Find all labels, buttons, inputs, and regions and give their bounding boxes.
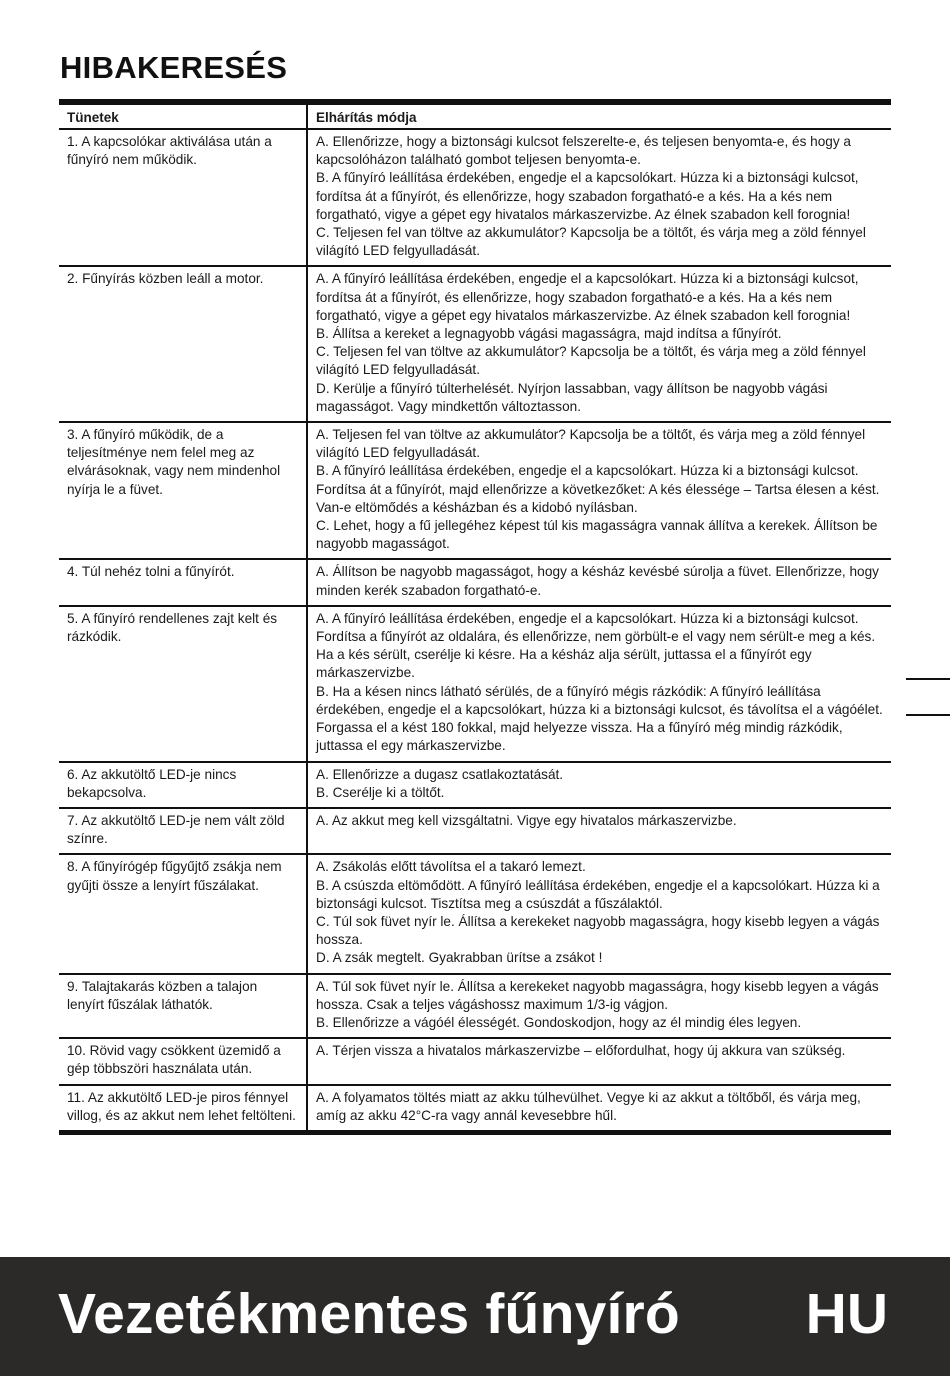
page-heading: HIBAKERESÉS: [60, 50, 288, 85]
solution-cell: [307, 559, 891, 605]
solution-step: C. Teljesen fel van töltve az akkumulátor? Kapcsolja be a töltőt, és várja meg a zöld fénnyel világító LED felgyulladását.: [316, 225, 866, 259]
table-row: [59, 266, 891, 422]
symptom-cell: 4. Túl nehéz tolni a fűnyírót.: [59, 559, 307, 605]
solutions-header: Elhárítás módja: [307, 102, 891, 129]
table-row: [59, 762, 891, 808]
table-body: [59, 129, 891, 1132]
symptom-cell: 8. A fűnyírógép fűgyűjtő zsákja nem gyűjti össze a lenyírt fűszálakat.: [59, 854, 307, 973]
solution-step: B. Cserélje ki a töltőt.: [316, 784, 445, 800]
symptom-cell: 7. Az akkutöltő LED-je nem vált zöld színre.: [59, 808, 307, 854]
table-row: [59, 1038, 891, 1084]
solution-step: A. Teljesen fel van töltve az akkumulátor? Kapcsolja be a töltőt, és várja meg a zöld fénnyel világító LED felgyulladását.: [316, 427, 866, 461]
troubleshooting-table-container: [59, 99, 891, 1135]
solution-cell: [307, 129, 891, 266]
table-row: [59, 808, 891, 854]
solution-step: A. A folyamatos töltés miatt az akku túlhevülhet. Vegye ki az akkut a töltőből, és várja meg, amíg az akku 42°C-ra vagy annál kevesebbre hűl.: [316, 1089, 861, 1123]
solution-step: A. Zsákolás előtt távolítsa el a takaró lemezt.: [316, 859, 586, 875]
solution-step: B. Állítsa a kereket a legnagyobb vágási magasságra, majd indítsa a fűnyírót.: [316, 326, 782, 342]
table-row: [59, 606, 891, 762]
solution-step: A. A fűnyíró leállítása érdekében, engedje el a kapcsolókart. Húzza ki a biztonsági kulcsot. Fordítsa a fűnyírót az oldalára, és ellenőrizze, nem görbült-e el vagy nem sérült-e meg a kés. Ha a kés sérült, cserélje ki késre. Ha a késház alja sérült, juttassa el a fűnyírót egy márkaszervizbe.: [316, 610, 876, 681]
solution-step: A. Túl sok füvet nyír le. Állítsa a kerekeket nagyobb magasságra, hogy kisebb legyen a vágás hossza. Csak a teljes vágáshossz maximum 1/3-ig vágjon.: [316, 978, 879, 1012]
table-row: [59, 559, 891, 605]
solution-cell: [307, 606, 891, 762]
solution-cell: [307, 1085, 891, 1133]
solution-step: B. A fűnyíró leállítása érdekében, engedje el a kapcsolókart. Húzza ki a biztonsági kulcsot. Fordítsa át a fűnyírót, majd ellenőrizze a következőket: A kés élessége – Tartsa élesen a kést. Van-e eltömődés a késházban és a kidobó nyílásban.: [316, 463, 880, 515]
solution-cell: [307, 808, 891, 854]
footer-title: Vezetékmentes fűnyíró: [58, 1282, 680, 1346]
solution-step: A. Állítson be nagyobb magasságot, hogy a késház kevésbé súrolja a füvet. Ellenőrizze, hogy minden kerék szabadon forgatható-e.: [316, 564, 879, 598]
symptom-cell: 1. A kapcsolókar aktiválása után a fűnyíró nem működik.: [59, 129, 307, 266]
solution-step: C. Lehet, hogy a fű jellegéhez képest túl kis magasságra vannak állítva a kerekek. Állítson be nagyobb magasságot.: [316, 518, 878, 552]
footer-language-code: HU: [805, 1282, 888, 1346]
troubleshooting-table: [59, 99, 891, 1135]
solution-cell: [307, 974, 891, 1039]
symptom-cell: 5. A fűnyíró rendellenes zajt kelt és rázkódik.: [59, 606, 307, 762]
table-row: [59, 974, 891, 1039]
solution-step: D. Kerülje a fűnyíró túlterhelését. Nyírjon lassabban, vagy állítson be nagyobb vágási magasságot. Vagy mindkettőn változtasson.: [316, 380, 828, 414]
symptom-cell: 6. Az akkutöltő LED-je nincs bekapcsolva.: [59, 762, 307, 808]
solution-step: B. A fűnyíró leállítása érdekében, engedje el a kapcsolókart. Húzza ki a biztonsági kulcsot, fordítsa át a fűnyírót, és ellenőrizze, hogy szabadon forgatható-e a kés. Ha a kés nem forgatható, vigye a gépet egy hivatalos márkaszervizbe. Az élnek szabadon kell forognia!: [316, 170, 859, 222]
solution-cell: [307, 1038, 891, 1084]
margin-tick-lower: [906, 714, 950, 716]
symptom-cell: 11. Az akkutöltő LED-je piros fénnyel villog, és az akkut nem lehet feltölteni.: [59, 1085, 307, 1133]
symptom-cell: 9. Talajtakarás közben a talajon lenyírt fűszálak láthatók.: [59, 974, 307, 1039]
solution-cell: [307, 266, 891, 422]
symptom-cell: 10. Rövid vagy csökkent üzemidő a gép többszöri használata után.: [59, 1038, 307, 1084]
table-row: [59, 854, 891, 973]
symptoms-header: Tünetek: [59, 102, 307, 129]
solution-cell: [307, 422, 891, 559]
symptom-cell: 3. A fűnyíró működik, de a teljesítménye nem felel meg az elvárásoknak, vagy nem mindenhol nyírja le a füvet.: [59, 422, 307, 559]
solution-step: D. A zsák megtelt. Gyakrabban ürítse a zsákot !: [316, 950, 603, 966]
table-header-row: [59, 102, 891, 129]
symptom-cell: 2. Fűnyírás közben leáll a motor.: [59, 266, 307, 422]
margin-tick-upper: [906, 678, 950, 680]
solution-step: C. Teljesen fel van töltve az akkumulátor? Kapcsolja be a töltőt, és várja meg a zöld fénnyel világító LED felgyulladását.: [316, 344, 866, 378]
table-row: [59, 1085, 891, 1133]
table-row: [59, 422, 891, 559]
solution-step: C. Túl sok füvet nyír le. Állítsa a kerekeket nagyobb magasságra, hogy kisebb legyen a vágás hossza.: [316, 913, 880, 948]
solution-step: B. Ha a késen nincs látható sérülés, de a fűnyíró mégis rázkódik: A fűnyíró leállítása érdekében, engedje el a kapcsolókart, húzza ki a biztonsági kulcsot, és távolítsa el a vágóélet. Forgassa el a kést 180 fokkal, majd helyezze vissza. Ha a fűnyíró még mindig rázkódik, juttassa el egy márkaszervizbe.: [316, 683, 883, 754]
solution-step: A. A fűnyíró leállítása érdekében, engedje el a kapcsolókart. Húzza ki a biztonsági kulcsot, fordítsa át a fűnyírót, és ellenőrizze, hogy szabadon forgatható-e a kés. Ha a kés nem forgatható, vigye a gépet egy hivatalos márkaszervizbe. Az élnek szabadon kell forognia!: [316, 271, 859, 323]
solution-step: B. A csúszda eltömődött. A fűnyíró leállítása érdekében, engedje el a kapcsolókart. Húzza ki a biztonsági kulcsot. Tisztítsa meg a csúszdát a fűszálaktól.: [316, 877, 880, 911]
solution-step: A. Az akkut meg kell vizsgáltatni. Vigye egy hivatalos márkaszervizbe.: [316, 812, 737, 828]
solution-step: A. Ellenőrizze a dugasz csatlakoztatását.: [316, 766, 564, 782]
solution-step: A. Ellenőrizze, hogy a biztonsági kulcsot felszerelte-e, és teljesen benyomta-e, és hogy a kapcsolóházon található gombot teljesen benyomta-e.: [316, 134, 851, 168]
solution-step: B. Ellenőrizze a vágóél élességét. Gondoskodjon, hogy az él mindig éles legyen.: [316, 1014, 802, 1030]
solution-cell: [307, 762, 891, 808]
solution-step: A. Térjen vissza a hivatalos márkaszervizbe – előfordulhat, hogy új akkura van szükség.: [316, 1043, 846, 1059]
solution-cell: [307, 854, 891, 973]
table-row: [59, 129, 891, 266]
